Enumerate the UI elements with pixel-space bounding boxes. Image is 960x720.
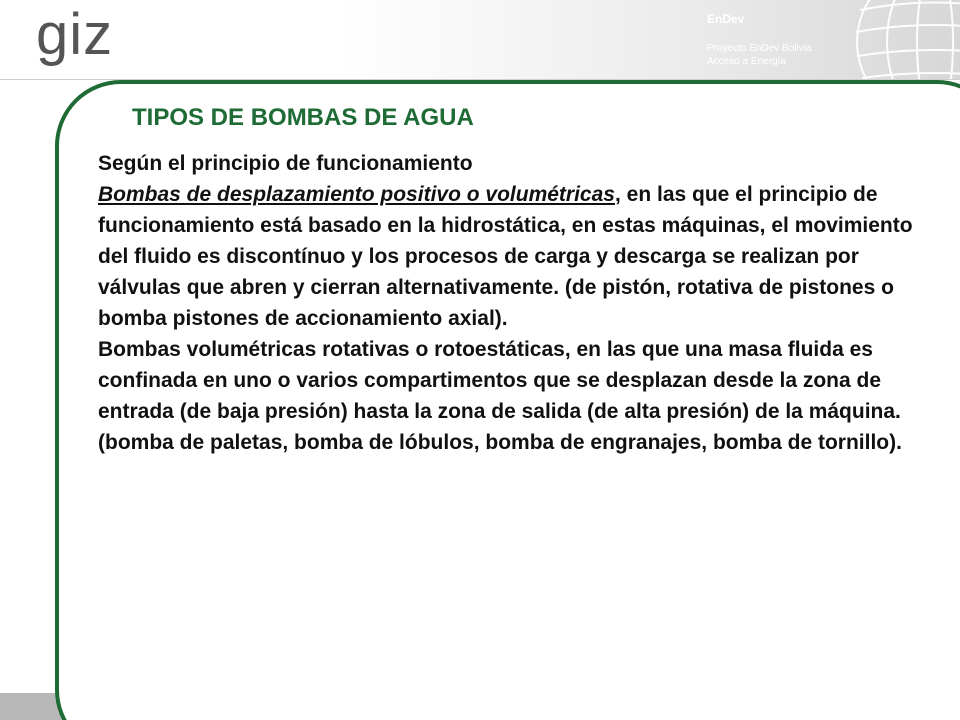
slide-header bbox=[0, 0, 960, 80]
slide-title: TIPOS DE BOMBAS DE AGUA bbox=[132, 104, 474, 131]
slide-body bbox=[98, 148, 938, 458]
project-line-2: Acceso a Energía bbox=[707, 56, 786, 67]
body-paragraph-1 bbox=[98, 179, 938, 334]
paragraph-1-emphasis: Bombas de desplazamiento positivo o volumétricas bbox=[98, 183, 615, 206]
org-name: EnDev bbox=[707, 12, 745, 26]
paragraph-1-text: , en las que el principio de funcionamiento está basado en la hidrostática, en estas máquinas, el movimiento del fluido es discontínuo y los procesos de carga y descarga se realizan por válvulas que abren y cierran alternativamente. (de pistón, rotativa de pistones o bomba pistones de accionamiento axial). bbox=[98, 183, 913, 330]
giz-logo: giz bbox=[36, 2, 114, 67]
body-subtitle: Según el principio de funcionamiento bbox=[98, 152, 473, 175]
globe-icon bbox=[850, 0, 960, 80]
body-paragraph-2: Bombas volumétricas rotativas o rotoestáticas, en las que una masa fluida es confinada en uno o varios compartimentos que se desplazan desde la zona de entrada (de baja presión) hasta la zona de salida (de alta presión) de la máquina. (bomba de paletas, bomba de lóbulos, bomba de engranajes, bomba de tornillo). bbox=[98, 338, 902, 454]
project-line-1: Proyecto EnDev Bolivia bbox=[707, 43, 812, 54]
